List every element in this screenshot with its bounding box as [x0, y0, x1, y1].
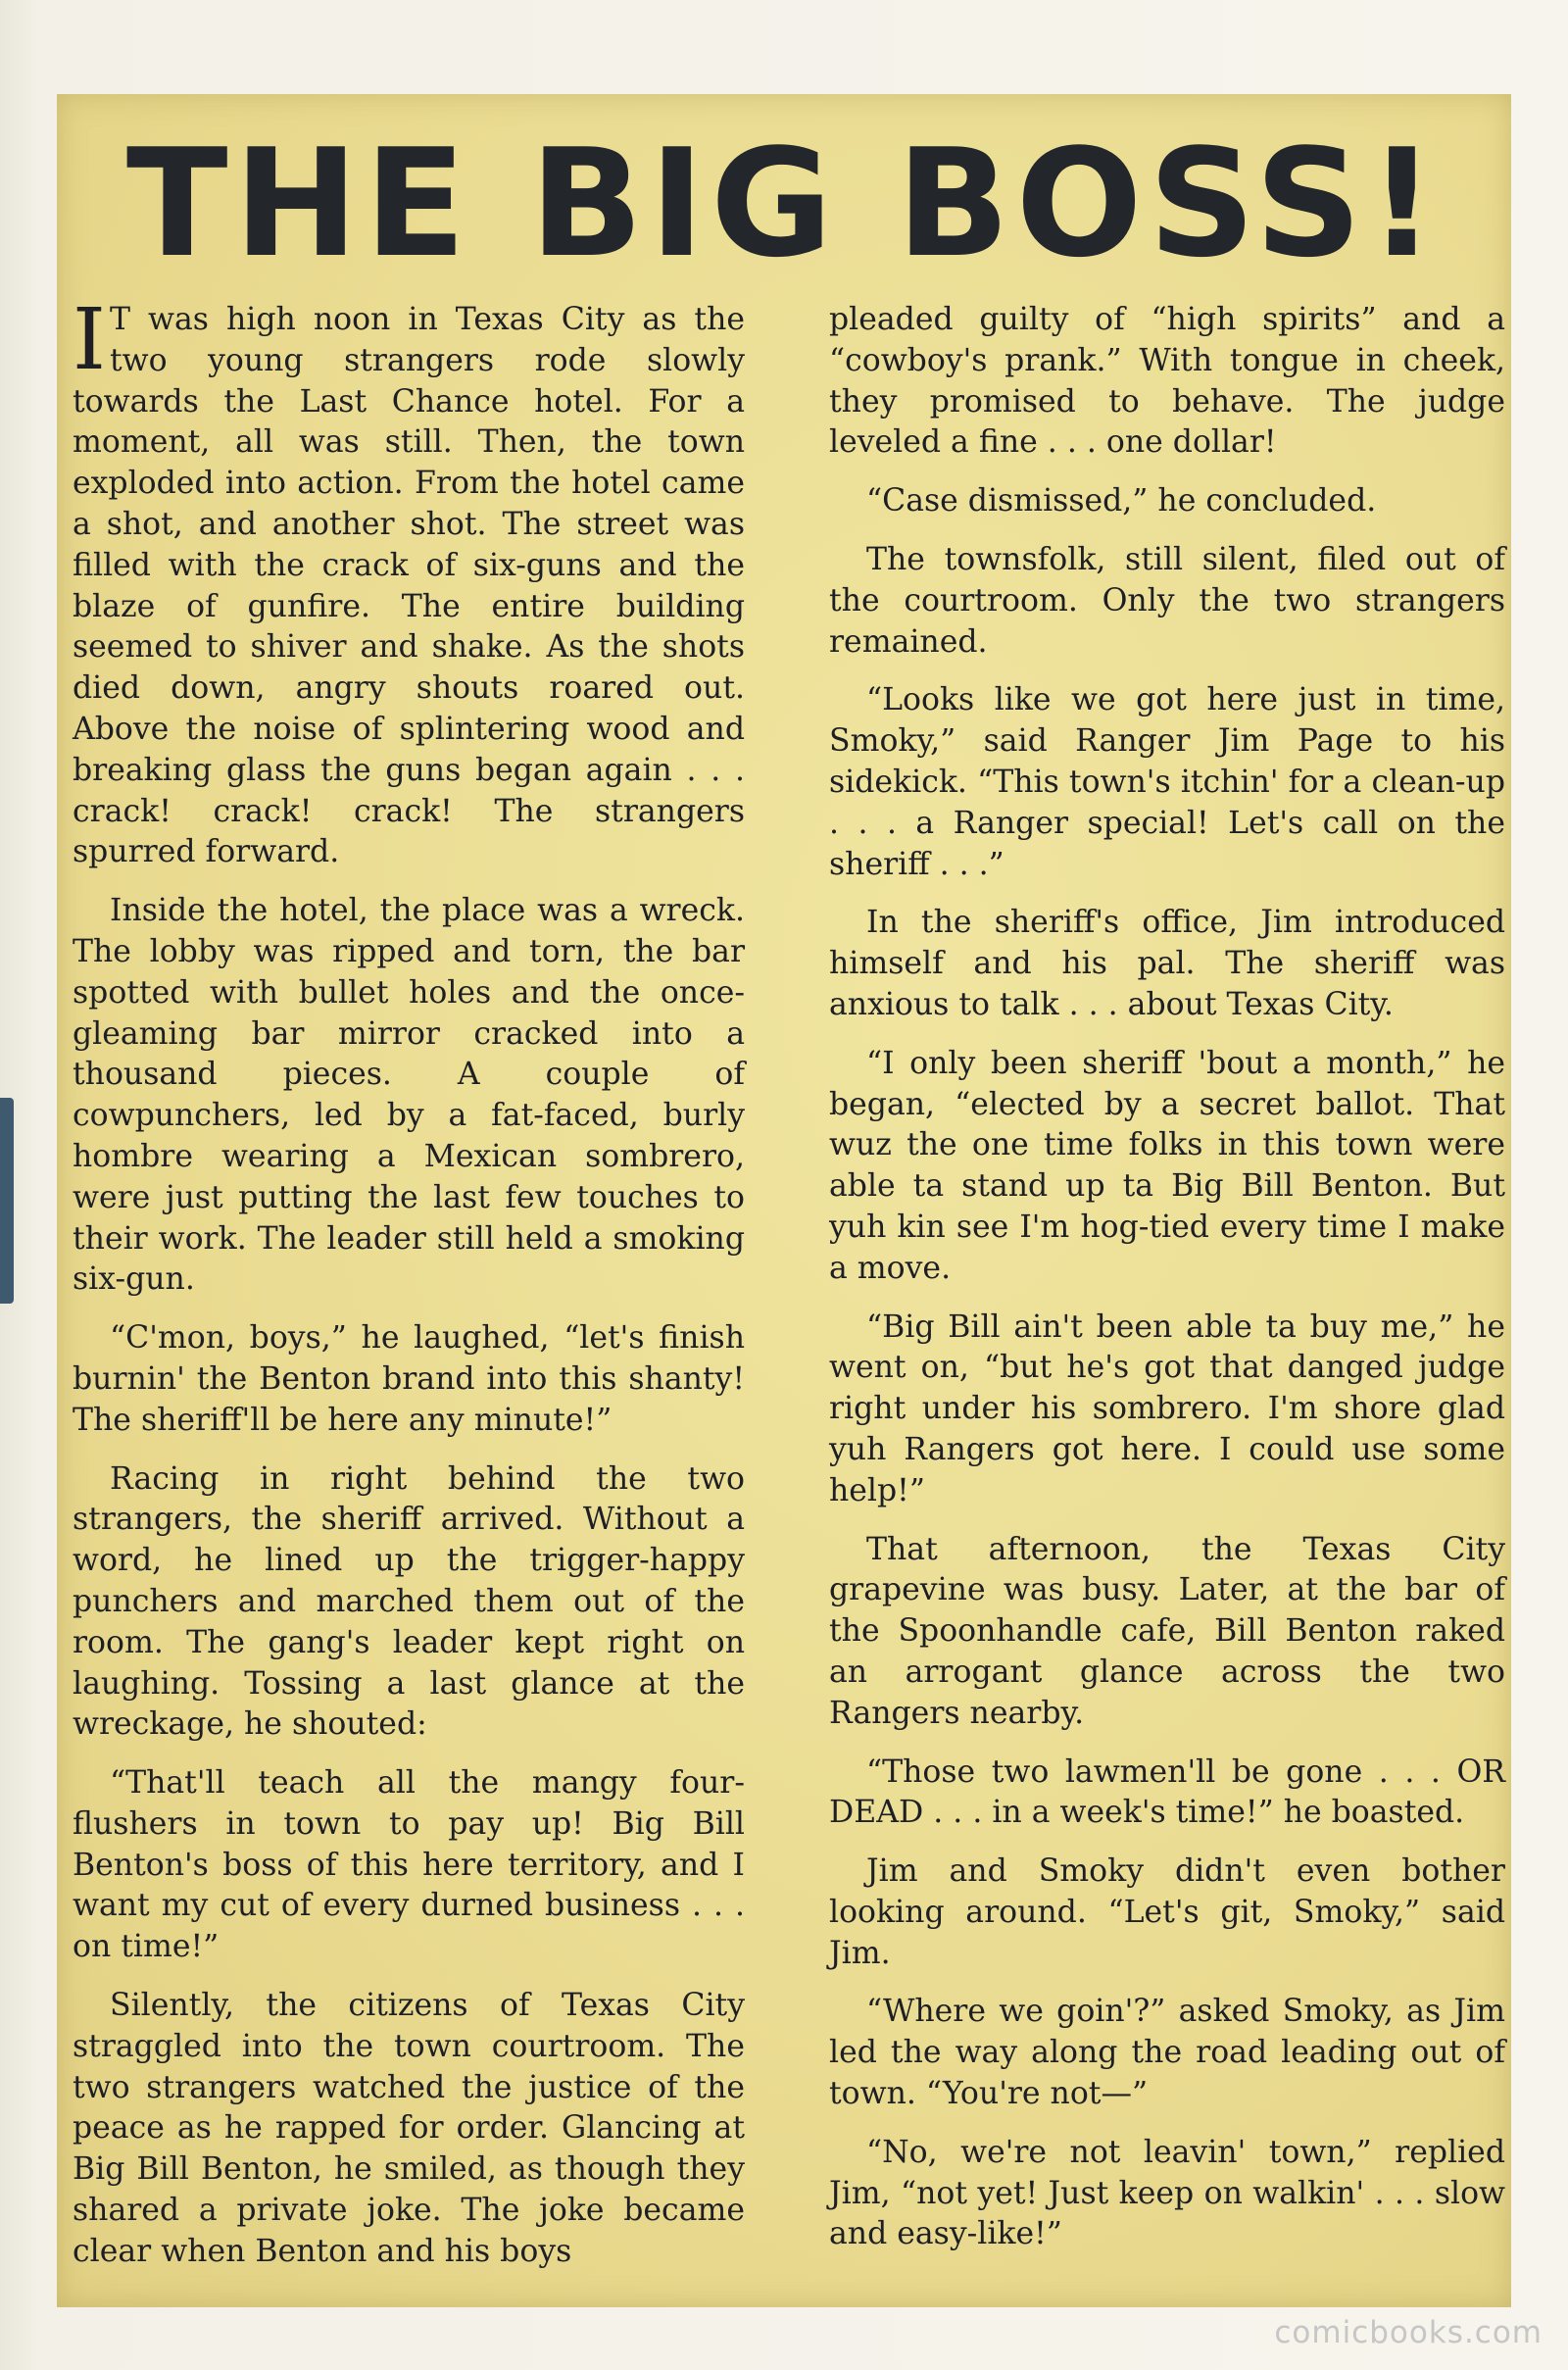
paragraph-12: “Big Bill ain't been able ta buy me,” he went on, “but he's got that danged judge right under his sombrero. I'm shore glad yuh Rangers got here. I could use some help!”: [829, 1308, 1505, 1508]
paragraph-5: “That'll teach all the mangy four-flushers in town to pay up! Big Bill Benton's boss of this here territory, and I want my cut of every durned business . . . on time!”: [73, 1765, 745, 1965]
paragraph-6: Silently, the citizens of Texas City straggled into the town courtroom. The two strangers watched the justice of the peace as he rapped for order. Glancing at Big Bill Benton, he smiled, as though they shared a private joke. The joke became clear when Benton and his boys: [73, 1988, 745, 2269]
paragraph-1: I T was high noon in Texas City as the two young strangers rode slowly towards the Last Chance hotel. For a moment, all was still. Then, the town exploded into action. From the hotel came a shot, and another shot. The street was filled with the crack of six-guns and the blaze of gunfire. The entire building seemed to shiver and shake. As the shots died down, angry shouts roared out. Above the noise of splintering wood and breaking glass the guns began again . . . crack! crack! crack! The strangers spurred forward.: [73, 291, 745, 870]
right-column: [829, 300, 1505, 2273]
story-title: THE BIG BOSS!: [125, 117, 1443, 290]
paragraph-17: “No, we're not leavin' town,” replied Jim, “not yet! Just keep on walkin' . . . slow and easy-like!”: [829, 2134, 1505, 2252]
paragraph-11: “I only been sheriff 'bout a month,” he began, “elected by a secret ballot. That wuz the one time folks in this town were able ta stand up ta Big Bill Benton. But yuh kin see I'm hog-tied every time I make a move.: [829, 1045, 1505, 1286]
paragraph-9: “Looks like we got here just in time, Smoky,” said Ranger Jim Page to his sidekick. “This town's itchin' for a clean-up . . . a Ranger special! Let's call on the sheriff . . .”: [829, 682, 1505, 882]
paragraph-10: In the sheriff's office, Jim introduced himself and his pal. The sheriff was anxious to talk . . . about Texas City.: [829, 905, 1505, 1022]
paragraph-8: The townsfolk, still silent, filed out of the courtroom. Only the two strangers remained.: [829, 541, 1505, 660]
paragraph-4: Racing in right behind the two strangers, the sheriff arrived. Without a word, he lined up the trigger-happy punchers and marched them out of the room. The gang's leader kept right on laughing. Tossing a last glance at the wreckage, he shouted:: [73, 1460, 745, 1743]
paragraph-13: That afternoon, the Texas City grapevine was busy. Later, at the bar of the Spoonhandle cafe, Bill Benton raked an arrogant glance across the two Rangers nearby.: [829, 1531, 1505, 1731]
paragraph-2: Inside the hotel, the place was a wreck. The lobby was ripped and torn, the bar spotted with bullet holes and the once-gleaming bar mirror cracked into a thousand pieces. A couple of cowpunchers, led by a fat-faced, burly hombre wearing a Mexican sombrero, were just putting the last few touches to their work. The leader still held a smoking six-gun.: [73, 893, 745, 1298]
paragraph-14: “Those two lawmen'll be gone . . . OR DEAD . . . in a week's time!” he boasted.: [829, 1753, 1505, 1831]
paragraph-7: “Case dismissed,” he concluded.: [866, 483, 1377, 519]
paragraph-3: “C'mon, boys,” he laughed, “let's finish burnin' the Benton brand into this shanty! The sheriff'll be here any minute!”: [73, 1320, 745, 1438]
paragraph-15: Jim and Smoky didn't even bother looking around. “Let's git, Smoky,” said Jim.: [829, 1853, 1505, 1971]
page-edge-strip: [0, 1098, 14, 1304]
paragraph-continuation: pleaded guilty of “high spirits” and a “cowboy's prank.” With tongue in cheek, they promised to behave. The judge leveled a fine . . . one dollar!: [829, 302, 1505, 461]
paragraph-16: “Where we goin'?” asked Smoky, as Jim led the way along the road leading out of town. “You're not—”: [829, 1994, 1505, 2112]
drop-cap: I: [73, 291, 106, 389]
watermark: comicbooks.com: [1274, 2315, 1543, 2350]
left-column: [73, 291, 745, 2291]
